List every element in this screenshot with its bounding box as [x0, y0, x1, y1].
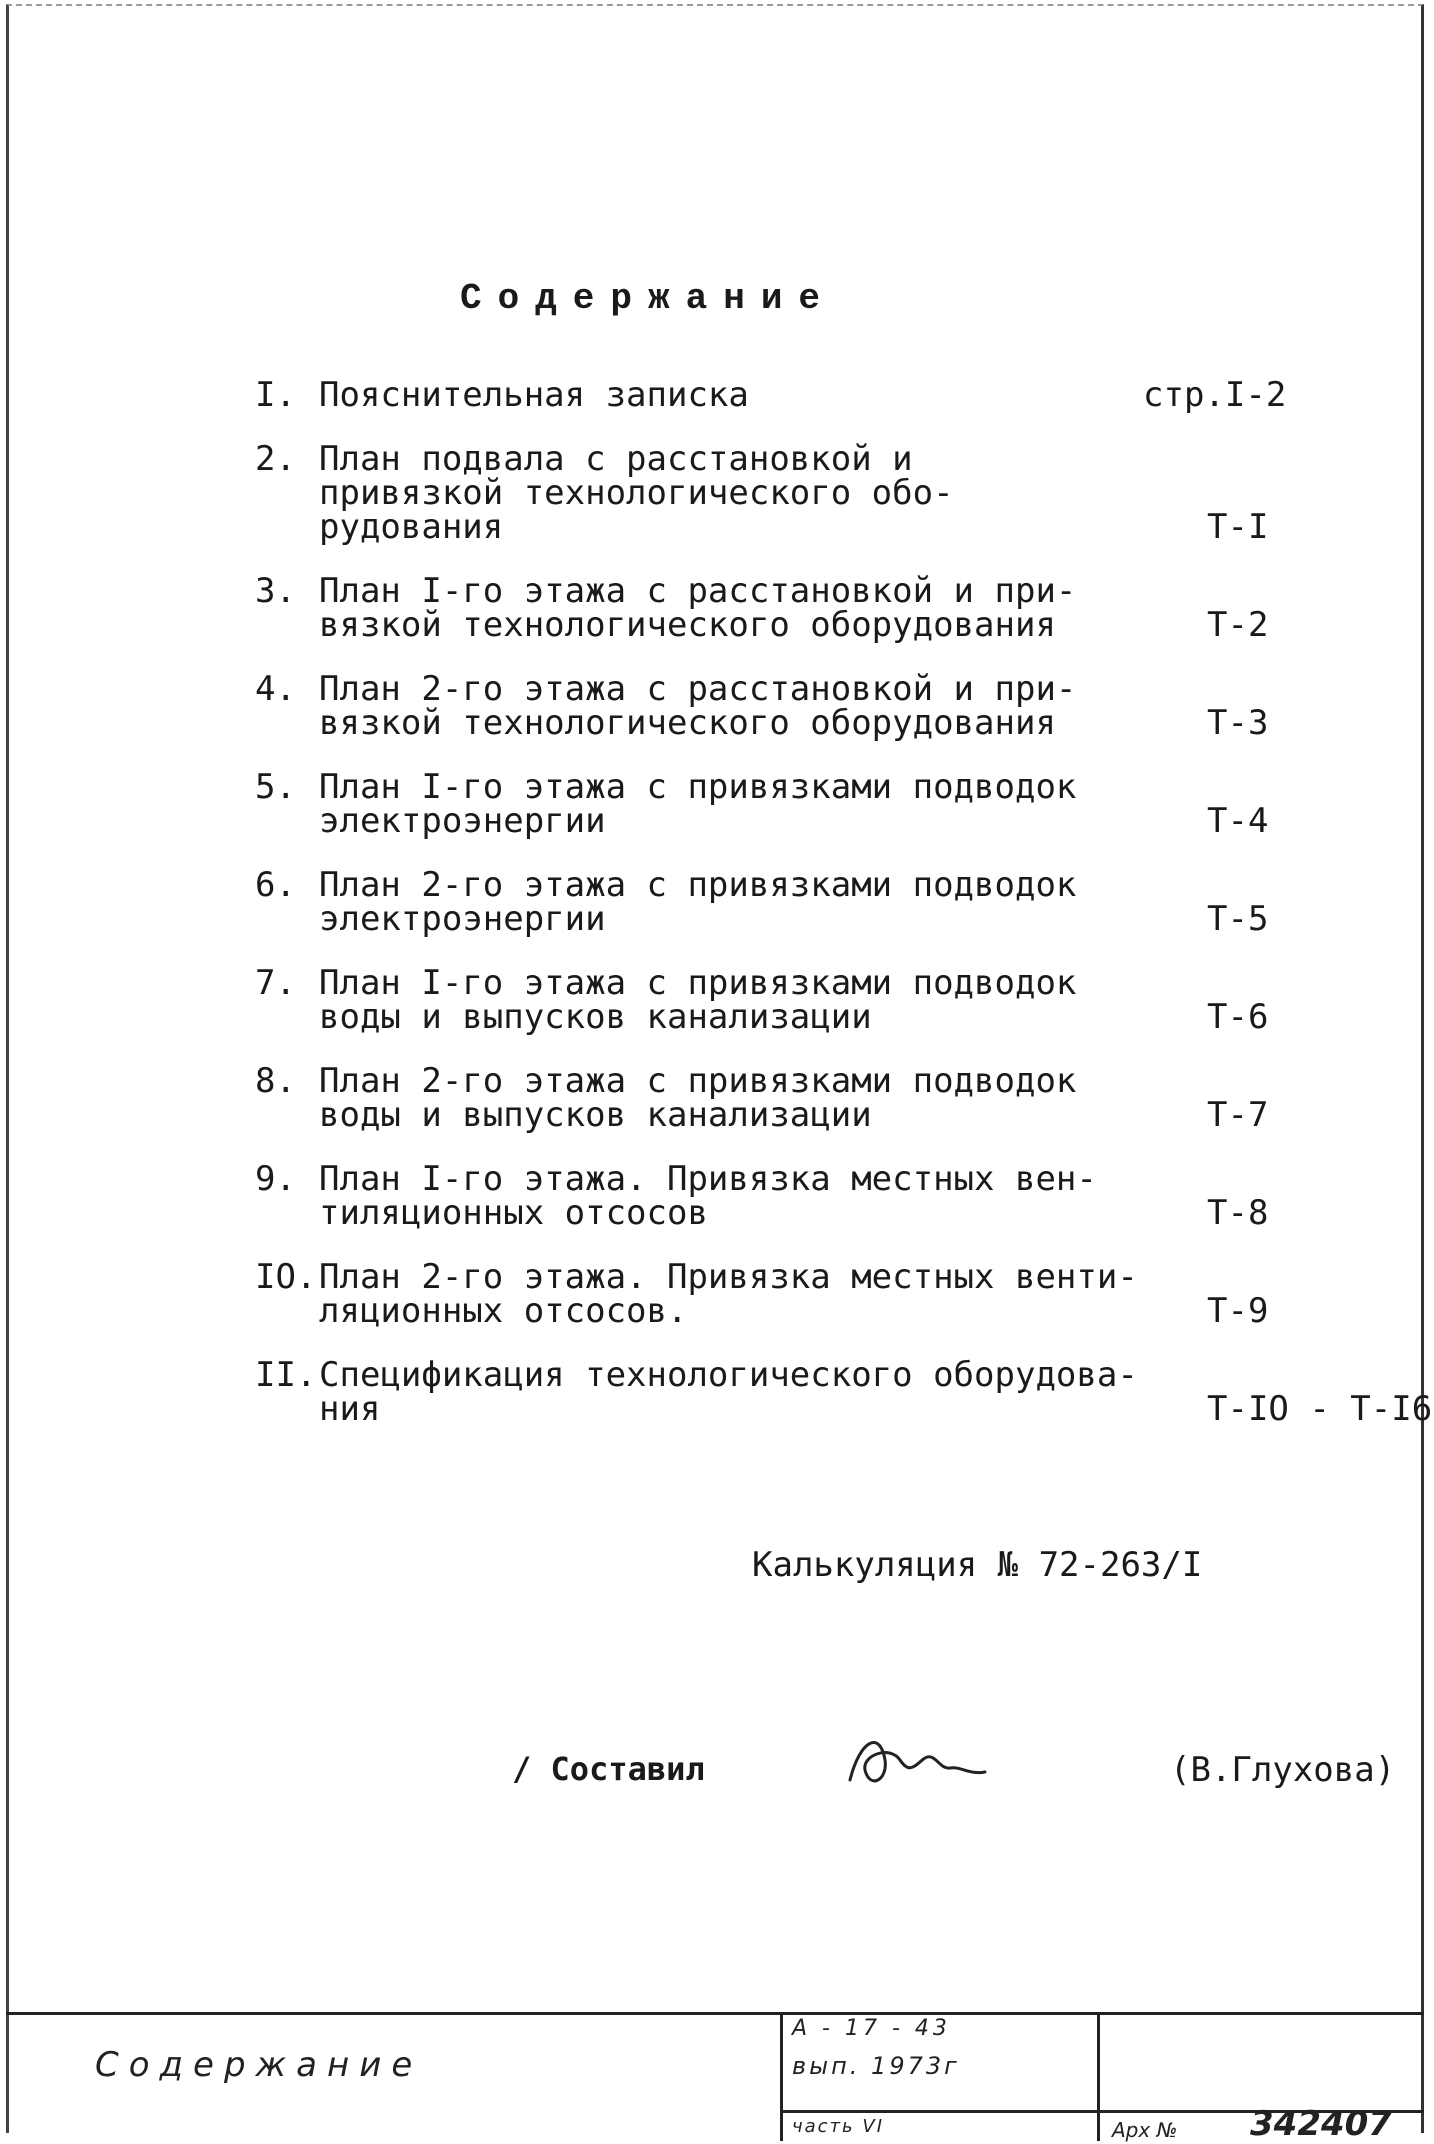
title-block-code: А - 17 - 43: [792, 2016, 951, 2041]
toc-item-number: 8.: [255, 1061, 296, 1101]
signature-mark: [840, 1720, 990, 1800]
toc-item: [255, 865, 1425, 939]
signer-label: / Составил: [512, 1750, 705, 1788]
toc-item-page: Т-2: [1207, 605, 1269, 645]
toc-item-number: 2.: [255, 439, 296, 479]
toc-item-text: План 2-го этажа. Привязка местных венти- ляционных отсосов.: [319, 1257, 1138, 1331]
toc-item-page: стр.I-2: [1143, 375, 1287, 415]
toc-item-text: План 2-го этажа с расстановкой и при- вязкой технологического оборудования: [319, 669, 1077, 743]
toc-item: [255, 963, 1425, 1037]
toc-item-text: План I-го этажа с расстановкой и при- вязкой технологического оборудования: [319, 571, 1077, 645]
toc-item-text: Спецификация технологического оборудова- ния: [319, 1355, 1138, 1429]
title-block-part: часть VI: [792, 2116, 884, 2137]
toc-item: [255, 1159, 1425, 1233]
toc-item-page: Т-3: [1207, 703, 1269, 743]
toc-item-page: Т-I: [1207, 507, 1269, 547]
toc-item: [255, 439, 1425, 547]
page-title: Содержание: [460, 278, 837, 319]
title-block-divider: [1097, 2014, 1100, 2141]
toc-item-page: Т-IO - Т-I6: [1207, 1389, 1433, 1429]
toc-item-text: План I-го этажа с привязками подводок воды и выпусков канализации: [319, 963, 1077, 1037]
toc-item-page: Т-4: [1207, 801, 1269, 841]
toc-item-text: План I-го этажа с привязками подводок электроэнергии: [319, 767, 1077, 841]
toc-item-number: 6.: [255, 865, 296, 905]
title-block-divider: [780, 2014, 783, 2141]
toc-item-text: План 2-го этажа с привязками подводок электроэнергии: [319, 865, 1077, 939]
toc-item: [255, 1061, 1425, 1135]
toc-item-page: Т-7: [1207, 1095, 1269, 1135]
toc-item: [255, 1257, 1425, 1331]
toc-item-number: IO.: [255, 1257, 317, 1297]
toc-item: [255, 669, 1425, 743]
toc-item-number: 7.: [255, 963, 296, 1003]
toc-item-number: I.: [255, 375, 296, 415]
toc-item: [255, 1355, 1433, 1429]
archive-label: Арх №: [1112, 2118, 1178, 2142]
toc-item: [255, 375, 1425, 415]
toc-item-number: 4.: [255, 669, 296, 709]
toc-item-number: 3.: [255, 571, 296, 611]
calculation-number: Калькуляция № 72-263/I: [752, 1545, 1203, 1585]
toc-item-text: Пояснительная записка: [319, 375, 749, 415]
toc-item: [255, 767, 1425, 841]
toc-item-page: Т-9: [1207, 1291, 1269, 1331]
toc-item-page: Т-5: [1207, 899, 1269, 939]
toc-item-text: План 2-го этажа с привязками подводок воды и выпусков канализации: [319, 1061, 1077, 1135]
toc-item: [255, 571, 1425, 645]
toc-item-page: Т-6: [1207, 997, 1269, 1037]
archive-number: 342407: [1250, 2104, 1392, 2144]
title-block-issue: вып. 1973г: [792, 2052, 960, 2080]
toc-item-text: План подвала с расстановкой и привязкой технологического обо- рудования: [319, 439, 954, 547]
toc-item-text: План I-го этажа. Привязка местных вен- тиляционных отсосов: [319, 1159, 1097, 1233]
toc-item-page: Т-8: [1207, 1193, 1269, 1233]
toc-item-number: 9.: [255, 1159, 296, 1199]
title-block-title: Содержание: [95, 2045, 423, 2085]
toc-item-number: 5.: [255, 767, 296, 807]
toc-item-number: II.: [255, 1355, 317, 1395]
table-of-contents: [255, 375, 1433, 1456]
signer-name: (В.Глухова): [1170, 1750, 1396, 1790]
